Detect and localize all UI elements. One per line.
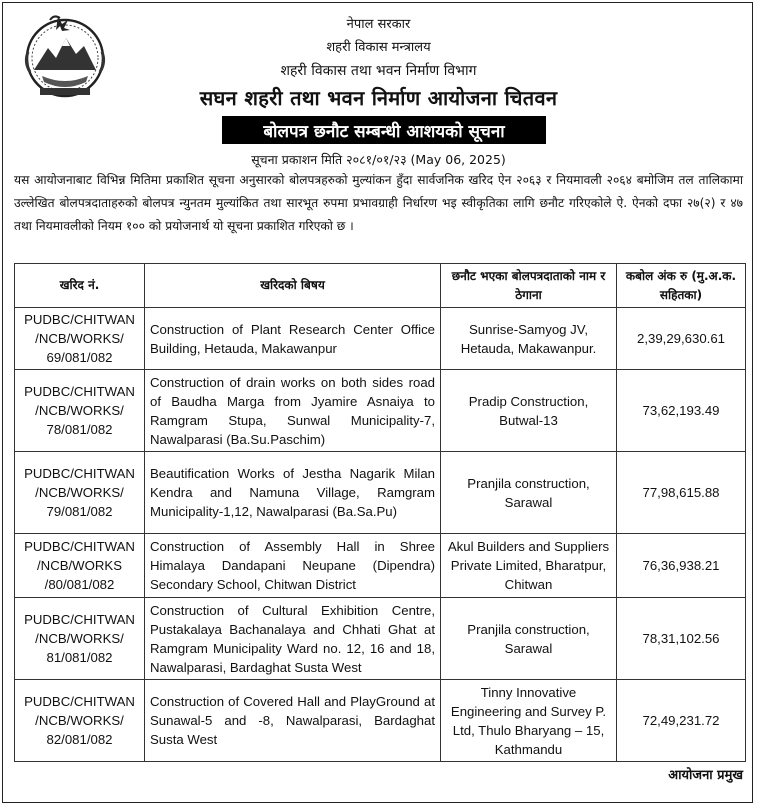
signatory-title: आयोजना प्रमुख xyxy=(668,768,743,783)
header-office: सघन शहरी तथा भवन निर्माण आयोजना चितवन xyxy=(199,86,558,110)
bid-amount: 72,49,231.72 xyxy=(617,680,746,762)
table-row xyxy=(15,308,746,370)
procurement-code: PUDBC/CHITWAN /NCB/WORKS/ 82/081/082 xyxy=(15,680,145,762)
table-row xyxy=(15,370,746,452)
bidder-name: Pranjila construction, Sarawal xyxy=(441,452,617,534)
award-table xyxy=(14,263,746,762)
notice-title: बोलपत्र छनौट सम्बन्धी आशयको सूचना xyxy=(222,116,546,144)
procurement-subject: Construction of Covered Hall and PlayGround at Sunawal-5 and -8, Nawalparasi, Bardaghat Susta West xyxy=(145,680,441,762)
bid-amount: 73,62,193.49 xyxy=(617,370,746,452)
procurement-code: PUDBC/CHITWAN /NCB/WORKS/ 69/081/082 xyxy=(15,308,145,370)
table-row xyxy=(15,680,746,762)
bidder-name: Akul Builders and Suppliers Private Limited, Bharatpur, Chitwan xyxy=(441,534,617,598)
table-row xyxy=(15,534,746,598)
procurement-code: PUDBC/CHITWAN /NCB/WORKS/ 78/081/082 xyxy=(15,370,145,452)
bidder-name: Pranjila construction, Sarawal xyxy=(441,598,617,680)
procurement-subject: Beautification Works of Jestha Nagarik Milan Kendra and Namuna Village, Ramgram Municipality-1,12, Nawalparasi (Ba.Sa.Pu) xyxy=(145,452,441,534)
procurement-code: PUDBC/CHITWAN /NCB/WORKS/ 79/081/082 xyxy=(15,452,145,534)
procurement-subject: Construction of Plant Research Center Office Building, Hetauda, Makawanpur xyxy=(145,308,441,370)
header-amount: कबोल अंक रु (मु.अ.क. सहितका) xyxy=(617,264,746,308)
bidder-name: Sunrise-Samyog JV, Hetauda, Makawanpur. xyxy=(441,308,617,370)
bidder-name: Tinny Innovative Engineering and Survey P. Ltd, Thulo Bharyang – 15, Kathmandu xyxy=(441,680,617,762)
publication-date: सूचना प्रकाशन मिति २०८१/०१/२३ (May 06, 2025) xyxy=(251,152,506,167)
table-row xyxy=(15,598,746,680)
bid-amount: 76,36,938.21 xyxy=(617,534,746,598)
procurement-subject: Construction of drain works on both sides road of Baudha Marga from Jyamire Asnaiya to Ramgram Stupa, Sunwal Municipality-7, Nawalparasi (Ba.Su.Paschim) xyxy=(145,370,441,452)
procurement-code: PUDBC/CHITWAN /NCB/WORKS/ 81/081/082 xyxy=(15,598,145,680)
bid-amount: 2,39,29,630.61 xyxy=(617,308,746,370)
intro-paragraph: यस आयोजनाबाट विभिन्न मितिमा प्रकाशित सूचना अनुसारको बोलपत्रहरुको मुल्यांकन हुँदा सार्वजनिक खरिद ऐन २०६३ र नियमावली २०६४ बमोजिम तल तालिकामा उल्लेखित बोलपत्रदाताहरुको बोलपत्र न्युनतम मुल्यांकित तथा सारभूत रुपमा प्रभावग्राही निर्धारण भइ स्वीकृतिका लागि छनौट गरिएकोले ऐ. ऐनको दफा २७(२) र ४७ तथा नियमावलीको नियम १०० को प्रयोजनार्थ यो सूचना प्रकाशित गरिएको छ । xyxy=(14,173,743,233)
bid-amount: 77,98,615.88 xyxy=(617,452,746,534)
header-subject: खरिदको बिषय xyxy=(145,264,441,308)
bidder-name: Pradip Construction, Butwal-13 xyxy=(441,370,617,452)
procurement-subject: Construction of Assembly Hall in Shree Himalaya Dandapani Neupane (Dipendra) Secondary School, Chitwan District xyxy=(145,534,441,598)
bid-amount: 78,31,102.56 xyxy=(617,598,746,680)
table-header-row xyxy=(15,264,746,308)
procurement-code: PUDBC/CHITWAN /NCB/WORKS /80/081/082 xyxy=(15,534,145,598)
header-department: शहरी विकास तथा भवन निर्माण विभाग xyxy=(280,63,477,79)
header-government: नेपाल सरकार xyxy=(346,17,411,32)
table-row xyxy=(15,452,746,534)
header-code: खरिद नं. xyxy=(15,264,145,308)
header-bidder: छनौट भएका बोलपत्रदाताको नाम र ठेगाना xyxy=(441,264,617,308)
header-ministry: शहरी विकास मन्त्रालय xyxy=(326,40,431,55)
procurement-subject: Construction of Cultural Exhibition Centre, Pustakalaya Bachanalaya and Chhati Ghat at Ramgram Municipality Ward no. 12, 16 and 18, Nawalparasi, Bardaghat Susta West xyxy=(145,598,441,680)
